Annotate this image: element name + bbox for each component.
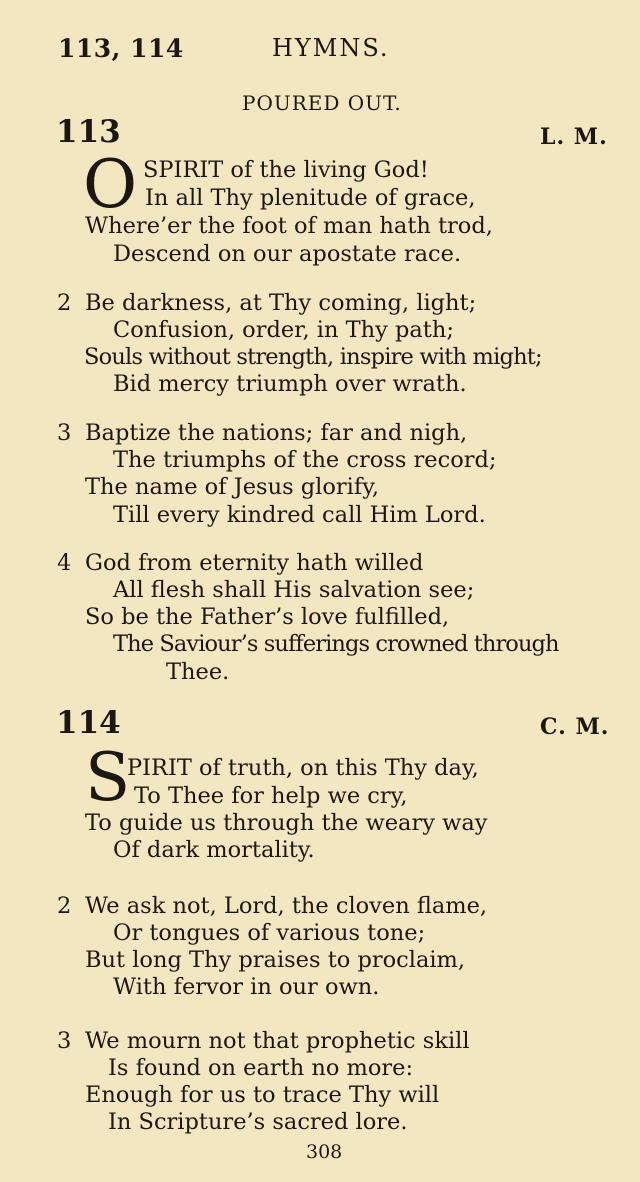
hymn-113-verse-line: Baptize the nations; far and nigh,: [85, 420, 468, 446]
hymn-113-verse-line: In all Thy plenitude of grace,: [145, 185, 476, 211]
hymn-114-stanza-number: 2: [57, 893, 72, 919]
page-number: 308: [306, 1141, 343, 1163]
hymn-114-verse-line: With fervor in our own.: [113, 974, 380, 1000]
hymn-113-verse-line: The name of Jesus glorify,: [85, 474, 380, 500]
hymn-114-stanza-number: 3: [57, 1028, 72, 1054]
hymn-113-stanza-number: 4: [57, 550, 72, 576]
hymn-113-meter: L. M.: [540, 124, 608, 150]
hymn-113-verse-line: Bid mercy triumph over wrath.: [113, 371, 467, 397]
hymn-113-verse-line: Confusion, order, in Thy path;: [113, 317, 454, 343]
hymn-113-stanza-number: 3: [57, 420, 72, 446]
hymn-113-drop-cap: O: [83, 146, 138, 223]
hymn-114-number: 114: [56, 705, 121, 741]
hymn-114-verse-line: But long Thy praises to proclaim,: [85, 947, 466, 973]
hymn-114-meter: C. M.: [540, 714, 610, 740]
hymn-114-verse-line: We mourn not that prophetic skill: [85, 1028, 470, 1054]
running-head-hymn-numbers: 113, 114: [58, 34, 184, 63]
hymn-114-verse-line: Is found on earth no more:: [108, 1055, 414, 1081]
hymn-113-verse-line: Descend on our apostate race.: [113, 241, 462, 267]
hymn-113-number: 113: [56, 114, 121, 150]
hymn-113-verse-line: All flesh shall His salvation see;: [113, 577, 475, 603]
hymn-114-verse-line: Of dark mortality.: [113, 837, 315, 863]
hymn-113-stanza-number: 2: [57, 290, 72, 316]
hymn-113-verse-line: SPIRIT of the living God!: [143, 157, 429, 183]
hymn-113-verse-line: Souls without strength, inspire with might;: [84, 344, 542, 370]
hymn-114-verse-line: To Thee for help we cry,: [134, 783, 408, 809]
hymn-114-verse-line: PIRIT of truth, on this Thy day,: [127, 755, 479, 781]
running-head-title: HYMNS.: [272, 34, 390, 62]
hymn-114-drop-cap: S: [85, 739, 131, 816]
hymn-113-verse-line: Thee.: [166, 659, 230, 685]
hymn-113-verse-line: So be the Father’s love fulfilled,: [85, 604, 450, 630]
hymn-114-verse-line: We ask not, Lord, the cloven flame,: [85, 893, 488, 919]
hymn-114-verse-line: In Scripture’s sacred lore.: [108, 1109, 408, 1135]
hymn-113-title: POURED OUT.: [242, 91, 402, 115]
hymn-114-verse-line: Enough for us to trace Thy will: [85, 1082, 440, 1108]
hymn-114-verse-line: Or tongues of various tone;: [113, 920, 426, 946]
hymn-113-verse-line: Where’er the foot of man hath trod,: [85, 213, 493, 239]
hymn-113-verse-line: The triumphs of the cross record;: [113, 447, 497, 473]
hymn-113-verse-line: God from eternity hath willed: [85, 550, 424, 576]
hymn-113-verse-line: The Saviour’s sufferings crowned through: [113, 631, 559, 657]
hymn-113-verse-line: Be darkness, at Thy coming, light;: [85, 290, 477, 316]
hymn-114-verse-line: To guide us through the weary way: [85, 810, 488, 836]
hymn-113-verse-line: Till every kindred call Him Lord.: [113, 502, 486, 528]
